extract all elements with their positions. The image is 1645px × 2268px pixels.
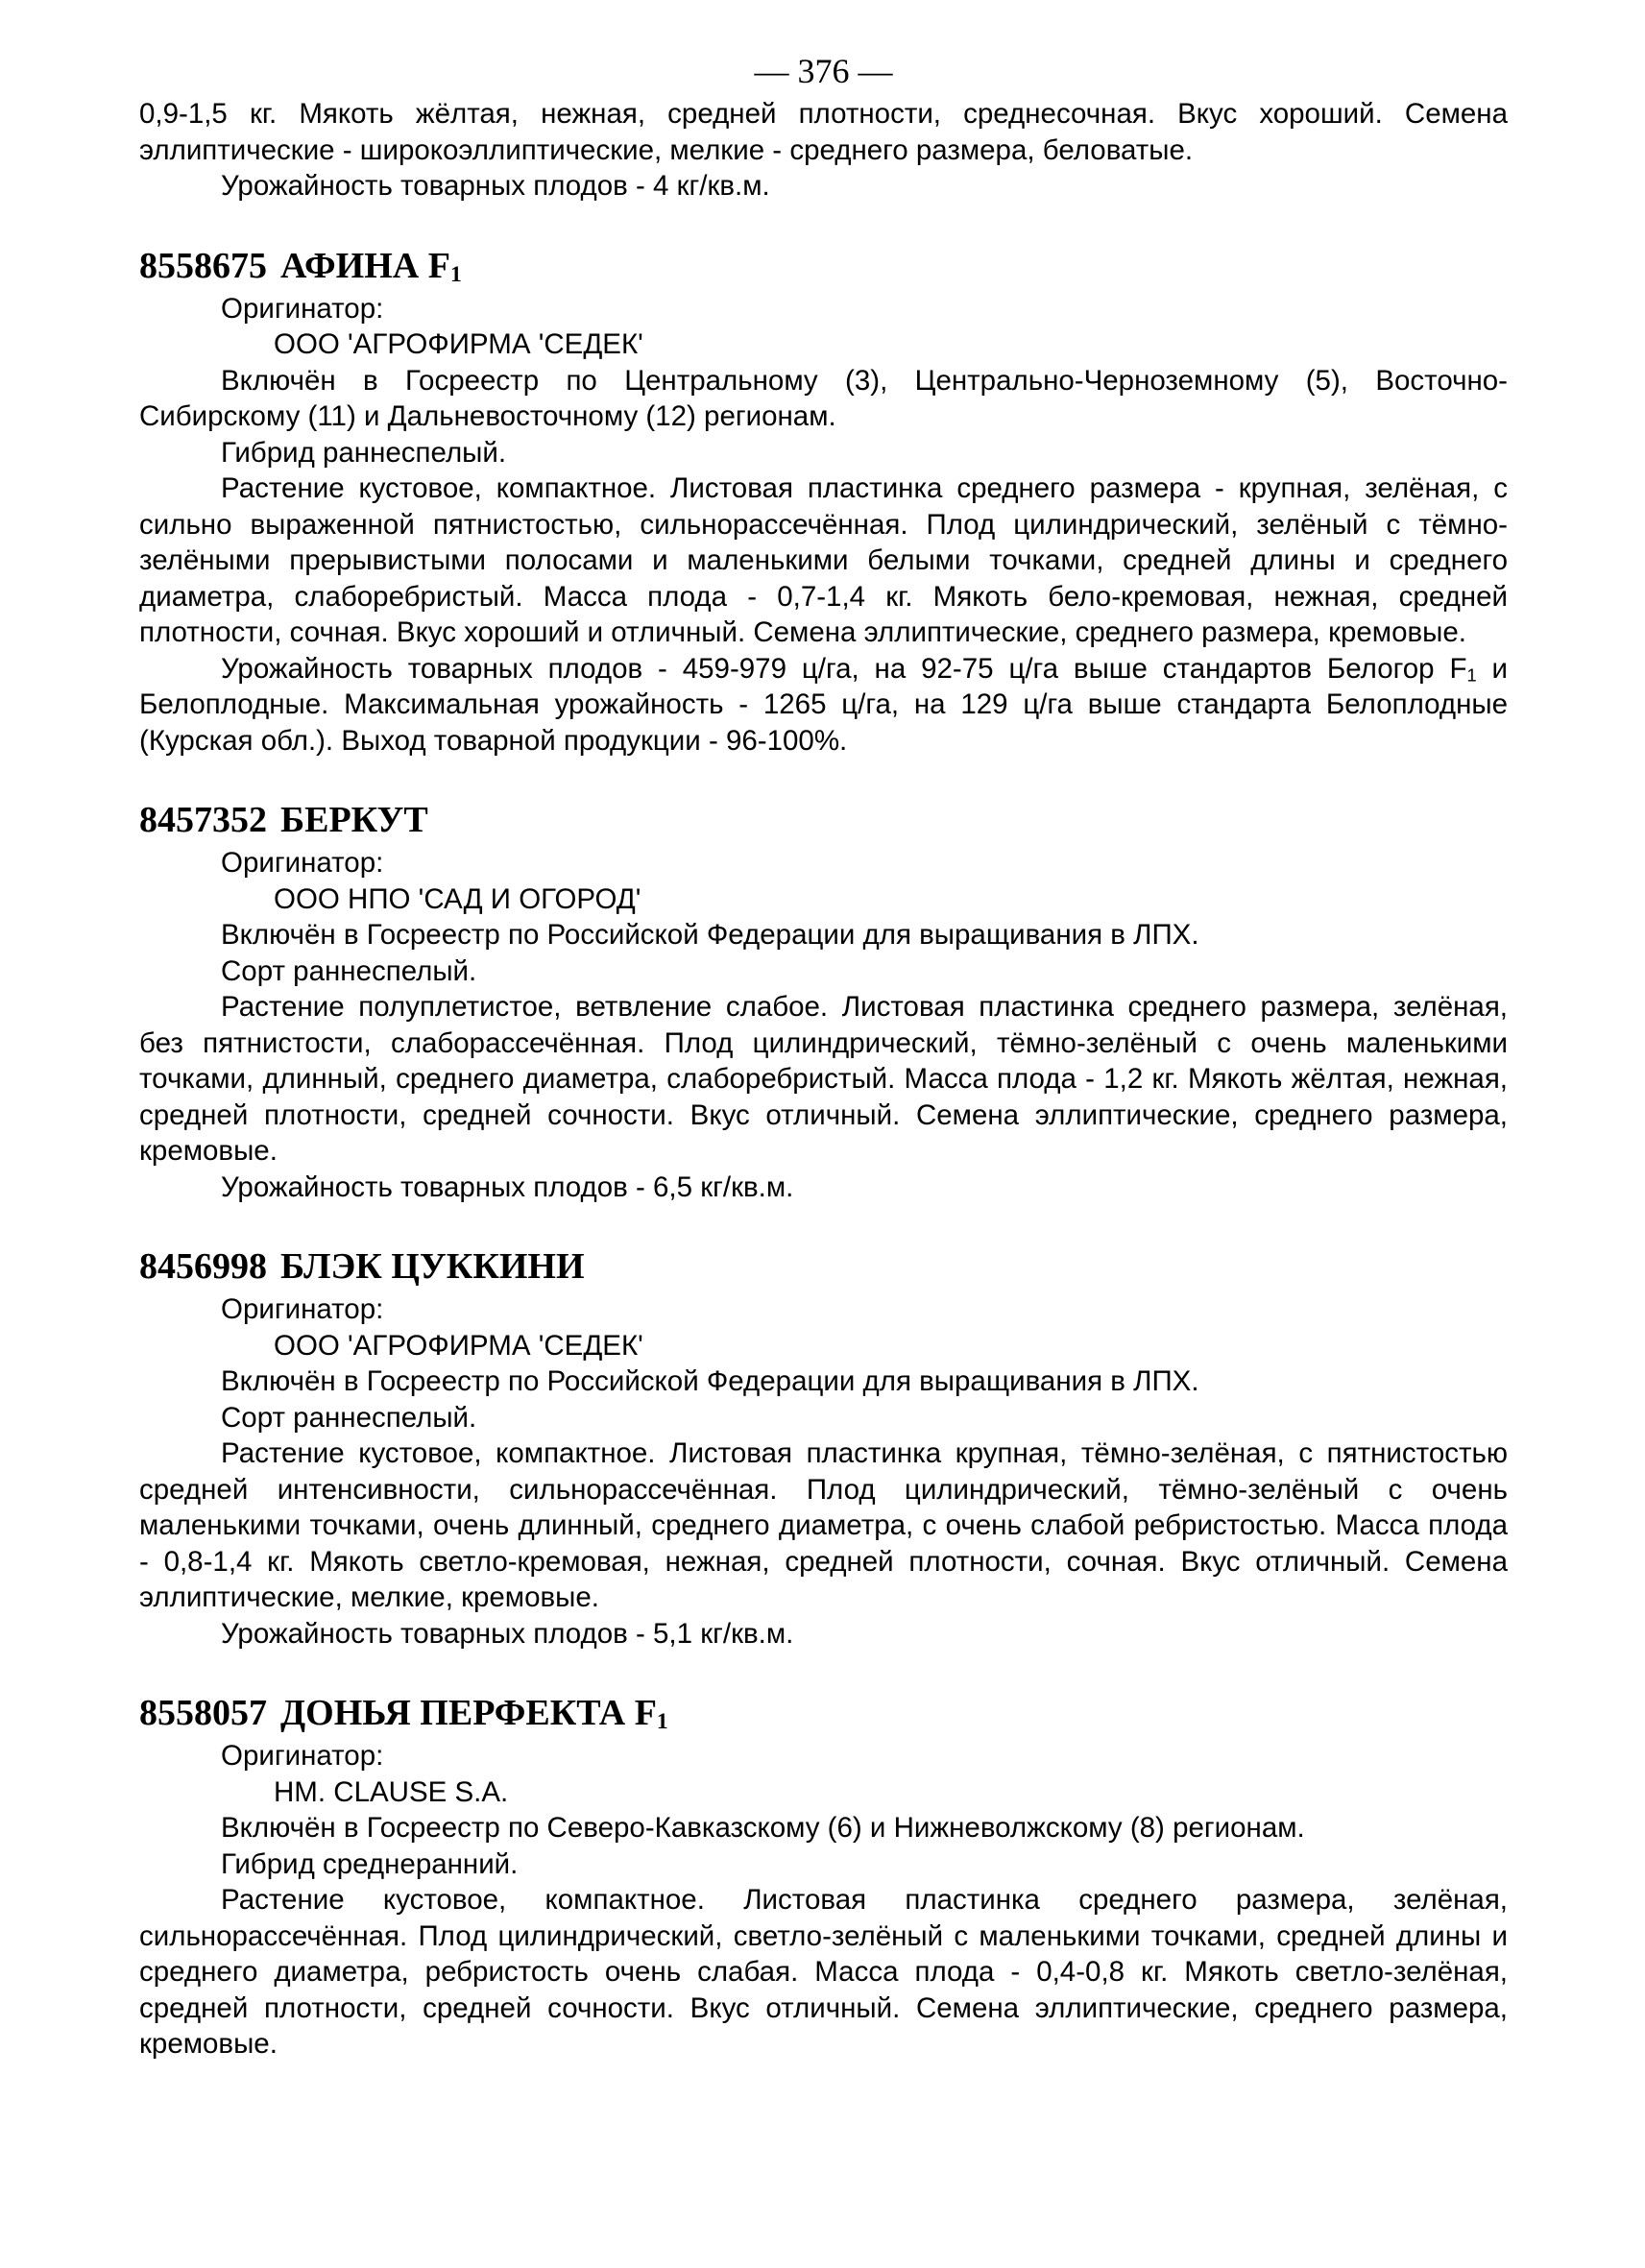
originator-name: ООО 'АГРОФИРМА 'СЕДЕК' (274, 328, 643, 360)
variety-entry (139, 798, 1508, 1205)
originator-name: HM. CLAUSE S.A. (274, 1775, 509, 1808)
variety-entry (139, 1691, 1508, 2063)
intro-paragraph: 0,9-1,5 кг. Мякоть жёлтая, нежная, средней плотности, среднесочная. Вкус хороший. Семена эллиптические - широкоэллиптические, мелкие - среднего размера, беловатые. (139, 98, 1508, 166)
originator-name: ООО 'АГРОФИРМА 'СЕДЕК' (274, 1329, 643, 1362)
maturity-text: Гибрид раннеспелый. (221, 436, 507, 469)
variety-name: ДОНЬЯ ПЕРФЕКТА F (280, 1693, 657, 1733)
originator-label: Оригинатор: (221, 847, 384, 879)
variety-code: 8456998 (139, 1246, 267, 1287)
yield-text-part1: Урожайность товарных плодов - 459-979 ц/га, на 92-75 ц/га выше стандартов Белогор F (221, 652, 1467, 685)
description-text: Растение полуплетистое, ветвление слабое. Листовая пластинка среднего размера, зелёная, без пятнистости, слаборассечённая. Плод цилиндрический, тёмно-зелёный с очень маленькими точками, длинный, среднего диаметра, слаборебристый. Масса плода - 1,2 кг. Мякоть жёлтая, нежная, средней плотности, средней сочности. Вкус отличный. Семена эллиптические, среднего размера, кремовые. (139, 991, 1508, 1167)
variety-name: БЕРКУТ (280, 800, 428, 840)
variety-name-subscript: 1 (656, 1709, 668, 1735)
originator-label: Оригинатор: (221, 1740, 384, 1772)
maturity-text: Сорт раннеспелый. (221, 1401, 477, 1434)
registry-text: Включён в Госреестр по Российской Федерации для выращивания в ЛПХ. (221, 919, 1199, 951)
variety-heading (139, 1691, 1508, 1735)
registry-text: Включён в Госреестр по Российской Федерации для выращивания в ЛПХ. (221, 1365, 1199, 1397)
document-page (139, 50, 1508, 2063)
variety-name: АФИНА F (280, 245, 450, 286)
variety-entry (139, 1244, 1508, 1652)
variety-heading (139, 244, 1508, 288)
yield-text-part2: и Белоплодные. Максимальная урожайность - 1265 ц/га, на 129 ц/га выше стандарта Белоплодные (Курская обл.). Выход товарной продукции - 96-100%. (139, 652, 1508, 757)
originator-label: Оригинатор: (221, 292, 384, 325)
description-text: Растение кустовое, компактное. Листовая пластинка среднего размера - крупная, зелёная, с сильно выраженной пятнистостью, сильнорассечённая. Плод цилиндрический, зелёный с тёмно-зелёными прерывистыми полосами и маленькими белыми точками, средней длины и среднего диаметра, слаборебристый. Масса плода - 0,7-1,4 кг. Мякоть бело-кремовая, нежная, средней плотности, сочная. Вкус хороший и отличный. Семена эллиптические, среднего размера, кремовые. (139, 472, 1508, 648)
variety-name-subscript: 1 (449, 261, 462, 287)
intro-yield: Урожайность товарных плодов - 4 кг/кв.м. (221, 170, 770, 202)
registry-text: Включён в Госреестр по Центральному (3), Центрально-Черноземному (5), Восточно-Сибирскому (11) и Дальневосточному (12) регионам. (139, 364, 1508, 432)
maturity-text: Сорт раннеспелый. (221, 954, 477, 987)
variety-name: БЛЭК ЦУККИНИ (280, 1246, 585, 1287)
maturity-text: Гибрид среднеранний. (221, 1847, 519, 1880)
yield-text: Урожайность товарных плодов - 6,5 кг/кв.м. (221, 1170, 794, 1203)
variety-heading (139, 798, 1508, 842)
description-text: Растение кустовое, компактное. Листовая пластинка крупная, тёмно-зелёная, с пятнистостью средней интенсивности, сильнорассечённая. Плод цилиндрический, тёмно-зелёный с очень маленькими точками, очень длинный, среднего диаметра, с очень слабой ребристостью. Масса плода - 0,8-1,4 кг. Мякоть светло-кремовая, нежная, средней плотности, сочная. Вкус отличный. Семена эллиптические, мелкие, кремовые. (139, 1437, 1508, 1613)
variety-code: 8457352 (139, 800, 267, 840)
registry-text: Включён в Госреестр по Северо-Кавказскому (6) и Нижневолжскому (8) регионам. (221, 1812, 1305, 1844)
variety-heading (139, 1244, 1508, 1289)
page-number: — 376 — (754, 52, 893, 90)
variety-entry (139, 244, 1508, 760)
originator-label: Оригинатор: (221, 1293, 384, 1325)
originator-name: ООО НПО 'САД И ОГОРОД' (274, 882, 641, 915)
yield-subscript: 1 (1466, 664, 1477, 685)
description-text: Растение кустовое, компактное. Листовая пластинка среднего размера, зелёная, сильнорассечённая. Плод цилиндрический, светло-зелёный с маленькими точками, средней длины и среднего диаметра, ребристость очень слабая. Масса плода - 0,4-0,8 кг. Мякоть светло-зелёная, средней плотности, средней сочности. Вкус отличный. Семена эллиптические, среднего размера, кремовые. (139, 1884, 1508, 2060)
variety-code: 8558675 (139, 245, 267, 286)
yield-text (139, 651, 1508, 760)
variety-code: 8558057 (139, 1693, 267, 1733)
yield-text: Урожайность товарных плодов - 5,1 кг/кв.м. (221, 1617, 794, 1650)
